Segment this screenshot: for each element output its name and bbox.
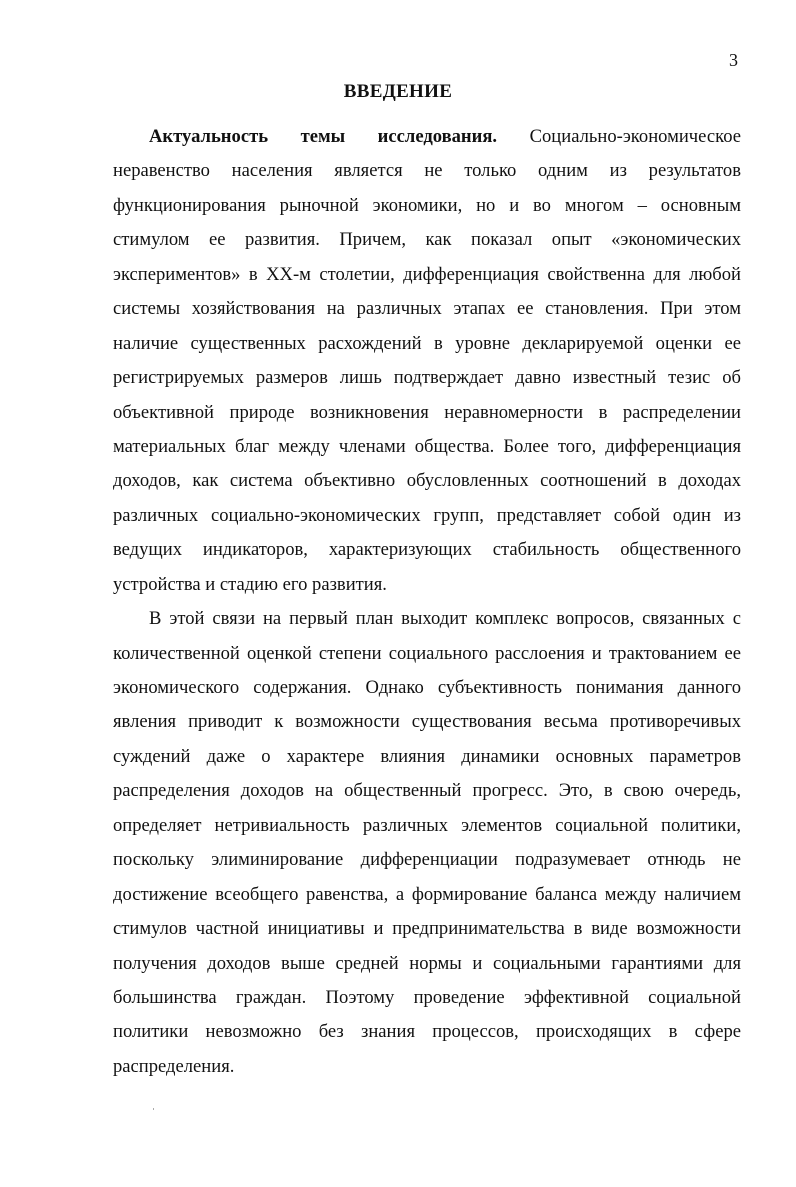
text-line: стимулов частной инициативы и предпринимательства в виде возможности (113, 918, 741, 940)
text-line: системы хозяйствования на различных этапах ее становления. При этом (113, 298, 741, 320)
text-line: наличие существенных расхождений в уровне декларируемой оценки ее (113, 332, 741, 354)
text-line: распределения. (113, 1055, 235, 1077)
text-line (113, 120, 741, 154)
scan-speck (153, 1108, 154, 1110)
text-line: явления приводит к возможности существования весьма противоречивых (113, 711, 741, 733)
text-line: большинства граждан. Поэтому проведение эффективной социальной (113, 986, 741, 1008)
page-number: 3 (729, 50, 738, 70)
text-line: неравенство населения является не только одним из результатов (113, 160, 741, 182)
text-line: В этой связи на первый план выходит комплекс вопросов, связанных с (149, 608, 741, 630)
paragraph-2 (113, 602, 741, 1084)
text-line: количественной оценкой степени социального расслоения и трактованием ее (113, 642, 741, 664)
text-line: распределения доходов на общественный прогресс. Это, в свою очередь, (113, 780, 741, 802)
text-line: экспериментов» в ХХ-м столетии, дифференциация свойственна для любой (113, 263, 741, 285)
text-line: получения доходов выше средней нормы и социальными гарантиями для (113, 952, 741, 974)
text-line: регистрируемых размеров лишь подтверждает давно известный тезис об (113, 367, 741, 389)
text-line: устройства и стадию его развития. (113, 573, 387, 595)
text-line: материальных благ между членами общества. Более того, дифференциация (113, 435, 741, 457)
text-line: суждений даже о характере влияния динамики основных параметров (113, 745, 741, 767)
text-line: политики невозможно без знания процессов, происходящих в сфере (113, 1021, 741, 1043)
document-body (113, 120, 741, 1084)
text-line: доходов, как система объективно обусловленных соотношений в доходах (113, 470, 741, 492)
paragraph-1 (113, 120, 741, 602)
text-line: функционирования рыночной экономики, но и во многом – основным (113, 194, 741, 216)
text-line: ведущих индикаторов, характеризующих стабильность общественного (113, 539, 741, 561)
text-line: экономического содержания. Однако субъективность понимания данного (113, 677, 741, 698)
text-line: различных социально-экономических групп, представляет собой один из (113, 504, 741, 526)
text-line: поскольку элиминирование дифференциации подразумевает отнюдь не (113, 849, 741, 871)
section-title: ВВЕДЕНИЕ (343, 81, 453, 102)
text-line: объективной природе возникновения неравномерности в распределении (113, 401, 741, 423)
lead-heading: Актуальность темы исследования. (149, 126, 498, 147)
text-span: Социально-экономическое (529, 126, 741, 147)
text-line: определяет нетривиальность различных элементов социальной политики, (113, 814, 741, 836)
text-line: стимулом ее развития. Причем, как показал опыт «экономических (113, 229, 741, 251)
text-line: достижение всеобщего равенства, а формирование баланса между наличием (113, 883, 741, 905)
